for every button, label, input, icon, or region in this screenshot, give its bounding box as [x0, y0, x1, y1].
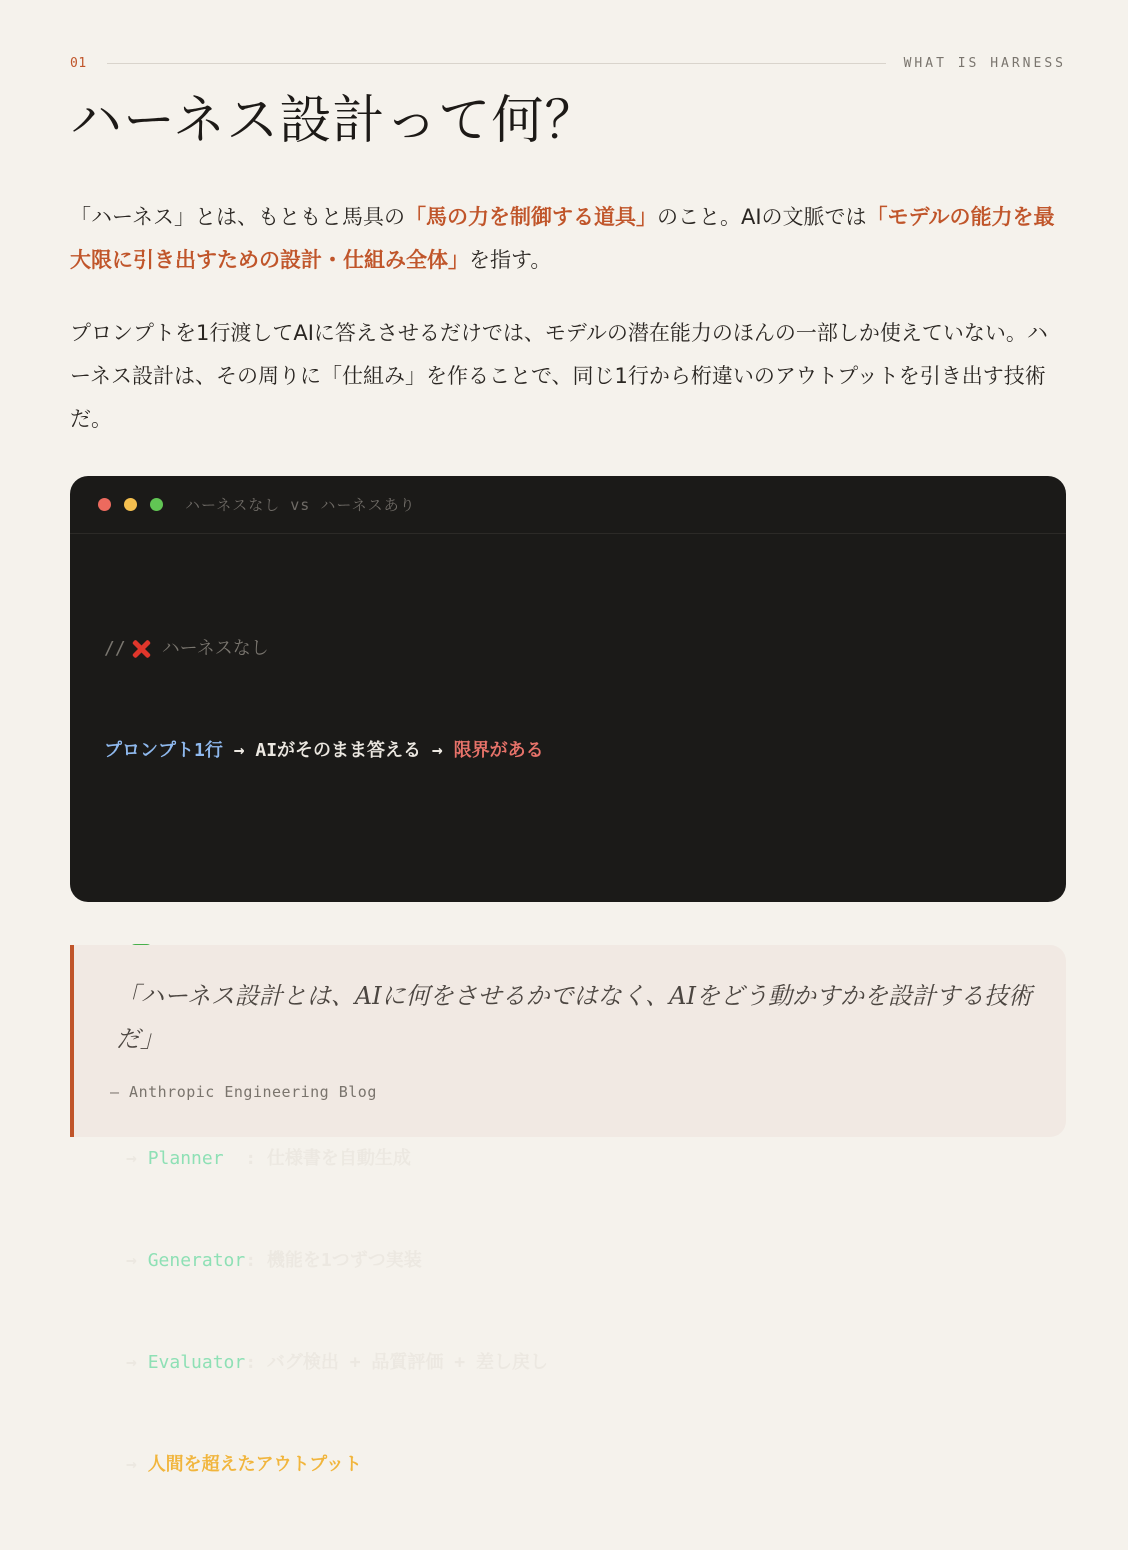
code-step-final	[104, 1448, 548, 1482]
intro-text-1: 「ハーネス」とは、もともと馬具の	[70, 205, 405, 229]
close-dot-icon	[98, 498, 111, 511]
arrow: →	[126, 1352, 137, 1373]
code-step-evaluator	[104, 1346, 548, 1380]
intro-paragraph	[70, 196, 1060, 282]
code-step-generator	[104, 1244, 548, 1278]
code-window-title: ハーネスなし vs ハーネスあり	[185, 496, 416, 514]
arrow: →	[233, 740, 245, 761]
prompt-label: プロンプト1行	[104, 740, 223, 761]
intro-highlight-1: 「馬の力を制御する道具」	[404, 205, 657, 229]
arrow: →	[126, 1454, 137, 1475]
comment-prefix: //	[104, 638, 126, 659]
arrow: →	[126, 1148, 137, 1169]
separator: :	[245, 1148, 267, 1169]
minimize-dot-icon	[124, 498, 137, 511]
section-divider	[107, 63, 886, 64]
comment-label-without: ハーネスなし	[161, 638, 269, 659]
separator: :	[245, 1250, 267, 1271]
step-desc: 仕様書を自動生成	[266, 1148, 411, 1169]
code-comment-without	[104, 632, 548, 666]
step-desc: 機能を1つずつ実装	[266, 1250, 422, 1271]
arrow: →	[431, 740, 443, 761]
section-header	[70, 54, 1066, 72]
blockquote	[70, 945, 1066, 1137]
intro-text-3: を指す。	[469, 248, 552, 272]
role-generator: Generator	[147, 1250, 246, 1271]
role-evaluator: Evaluator	[147, 1352, 246, 1373]
role-planner: Planner	[147, 1148, 246, 1169]
page-title: ハーネス設計って何？	[70, 91, 598, 151]
separator: :	[245, 1352, 267, 1373]
arrow: →	[126, 1250, 137, 1271]
quote-source: — Anthropic Engineering Blog	[110, 1083, 377, 1101]
cross-mark-icon	[130, 638, 152, 660]
section-number: 01	[70, 55, 87, 71]
intro-text-2: のこと。AIの文脈では	[656, 205, 867, 229]
code-window-titlebar	[70, 476, 1066, 534]
maximize-dot-icon	[150, 498, 163, 511]
final-output: 人間を超えたアウトプット	[147, 1454, 362, 1475]
step-desc: バグ検出 + 品質評価 + 差し戻し	[266, 1352, 548, 1373]
intro-highlight-2: 「モデルの能力を最大限に引き出すための設計・仕組み全体」	[70, 205, 1055, 272]
code-line-without	[104, 734, 548, 768]
quote-text: 「ハーネス設計とは、AIに何をさせるかではなく、AIをどう動かすかを設計する技術だ」	[116, 982, 1032, 1053]
explanation-paragraph: プロンプトを1行渡してAIに答えさせるだけでは、モデルの潜在能力のほんの一部しか使えていない。ハーネス設計は、その周りに「仕組み」を作ることで、同じ1行から桁違いのアウトプットを引き出す技術だ。	[70, 321, 1048, 431]
limit-result: 限界がある	[453, 740, 544, 761]
section-label: WHAT IS HARNESS	[903, 55, 1066, 71]
code-step-planner	[104, 1142, 548, 1176]
direct-answer-text: AIがそのまま答える	[255, 740, 422, 761]
